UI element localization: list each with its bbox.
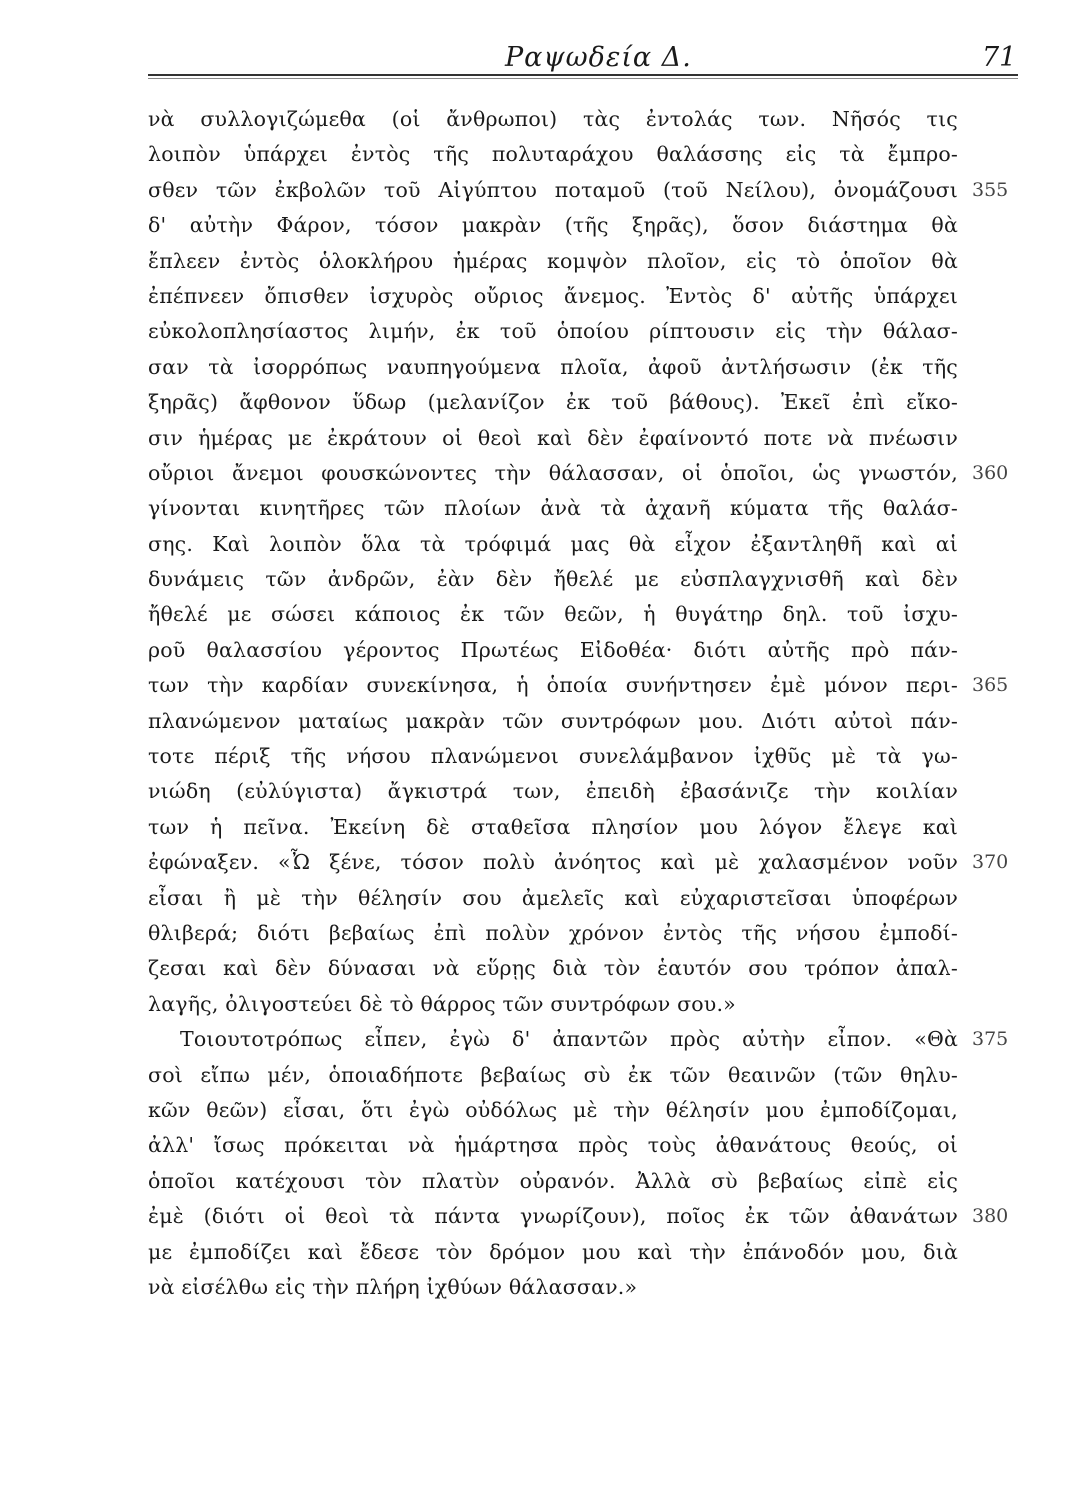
text-line: ἐμὲ (διότι οἱ θεοὶ τὰ πάντα γνωρίζουν), ποῖος ἐκ τῶν ἀθανάτων [148,1204,958,1229]
verse-number: 370 [972,851,1009,874]
text-line: με ἐμποδίζει καὶ ἔδεσε τὸν δρόμον μου καὶ τὴν ἐπάνοδόν μου, διὰ [148,1239,958,1264]
text-line: νὰ συλλογιζώμεθα (οἱ ἄνθρωποι) τὰς ἐντολάς των. Νῆσός τις [148,107,958,131]
text-line: σαν τὰ ἰσορρόπως ναυπηγούμενα πλοῖα, ἀφοῦ ἀντλήσωσιν (ἐκ τῆς [148,354,958,379]
text-line: δ' αὐτὴν Φάρον, τόσον μακρὰν (τῆς ξηρᾶς), ὅσον διάστημα θὰ [148,213,958,238]
text-line: των τὴν καρδίαν συνεκίνησα, ἡ ὁποία συνήντησεν ἐμὲ μόνον περι- [148,673,958,698]
text-line: τοτε πέριξ τῆς νήσου πλανώμενοι συνελάμβανον ἰχθῦς μὲ τὰ γω- [148,744,958,769]
text-line: σοὶ εἴπω μέν, ὁποιαδήποτε βεβαίως σὺ ἐκ τῶν θεαινῶν (τῶν θηλυ- [148,1062,958,1087]
text-line: γίνονται κινητῆρες τῶν πλοίων ἀνὰ τὰ ἀχανῆ κύματα τῆς θαλάσ- [148,496,958,521]
body-text [148,102,958,1305]
text-line: ζεσαι καὶ δὲν δύνασαι νὰ εὕρῃς διὰ τὸν ἑαυτόν σου τρόπον ἀπαλ- [148,956,958,981]
verse-number: 365 [972,674,1009,697]
text-line: πλανώμενον ματαίως μακρὰν τῶν συντρόφων μου. Διότι αὐτοὶ πάν- [148,708,958,733]
text-line-paragraph-start: Τοιουτοτρόπως εἶπεν, ἐγὼ δ' ἀπαντῶν πρὸς αὐτὴν εἶπον. «Θὰ [180,1027,958,1052]
text-line: ὁποῖοι κατέχουσι τὸν πλατὺν οὐρανόν. Ἀλλὰ σὺ βεβαίως εἰπὲ εἰς [148,1168,958,1193]
text-line: των ἡ πεῖνα. Ἐκείνη δὲ σταθεῖσα πλησίον μου λόγον ἔλεγε καὶ [148,814,958,839]
text-line: θλιβερά; διότι βεβαίως ἐπὶ πολὺν χρόνον ἐντὸς τῆς νήσου ἐμποδί- [148,920,958,945]
verse-number: 360 [972,462,1009,484]
verse-number: 380 [972,1205,1009,1228]
header-rule-thin [148,78,1018,79]
text-line: λοιπὸν ὑπάρχει ἐντὸς τῆς πολυταράχου θαλάσσης εἰς τὰ ἔμπρο- [148,142,958,167]
verse-number: 355 [972,178,1009,201]
text-line: νὰ εἰσέλθω εἰς τὴν πλήρη ἰχθύων θάλασσαν.» [148,1274,638,1299]
text-line: ἀλλ' ἴσως πρόκειται νὰ ἡμάρτησα πρὸς τοὺς ἀθανάτους θεούς, οἱ [148,1133,958,1158]
header-rule [148,74,1018,76]
text-line: ἐπέπνεεν ὄπισθεν ἰσχυρὸς οὔριος ἄνεμος. Ἐντὸς δ' αὐτῆς ὑπάρχει [148,283,958,308]
text-line: σιν ἡμέρας με ἐκράτουν οἱ θεοὶ καὶ δὲν ἐφαίνοντό ποτε νὰ πνέωσιν [148,425,958,450]
text-line: σθεν τῶν ἐκβολῶν τοῦ Αἰγύπτου ποταμοῦ (τοῦ Νείλου), ὀνομάζουσι [148,177,958,202]
text-line: σης. Καὶ λοιπὸν ὅλα τὰ τρόφιμά μας θὰ εἶχον ἐξαντληθῆ καὶ αἱ [148,531,958,556]
text-line: εἶσαι ἢ μὲ τὴν θέλησίν σου ἀμελεῖς καὶ εὐχαριστεῖσαι ὑποφέρων [148,885,958,910]
text-line: οὔριοι ἄνεμοι φουσκώνοντες τὴν θάλασσαν, οἱ ὁποῖοι, ὡς γνωστόν, [148,460,958,485]
text-line: ροῦ θαλασσίου γέροντος Πρωτέως Εἰδοθέα· διότι αὐτῆς πρὸ πάν- [148,637,958,662]
text-line: δυνάμεις τῶν ἀνδρῶν, ἐὰν δὲν ἤθελέ με εὐσπλαγχνισθῆ καὶ δὲν [148,567,958,592]
text-line: λαγῆς, ὀλιγοστεύει δὲ τὸ θάρρος τῶν συντρόφων σου.» [148,991,736,1016]
text-line: κῶν θεῶν) εἶσαι, ὅτι ἐγὼ οὐδόλως μὲ τὴν θέλησίν μου ἐμποδίζομαι, [148,1097,958,1122]
text-line: ἐφώναξεν. «Ὦ ξένε, τόσον πολὺ ἀνόητος καὶ μὲ χαλασμένον νοῦν [148,850,958,875]
text-line: ἤθελέ με σώσει κάποιος ἐκ τῶν θεῶν, ἡ θυγάτηρ δηλ. τοῦ ἰσχυ- [148,602,958,627]
text-line: ἔπλεεν ἐντὸς ὁλοκλήρου ἡμέρας κομψὸν πλοῖον, εἰς τὸ ὁποῖον θὰ [148,248,958,273]
text-line: ξηρᾶς) ἄφθονον ὕδωρ (μελανίζον ἐκ τοῦ βάθους). Ἐκεῖ ἐπὶ εἴκο- [148,390,958,415]
text-line: εὐκολοπλησίαστος λιμήν, ἐκ τοῦ ὁποίου ρίπτουσιν εἰς τὴν θάλασ- [148,319,958,344]
verse-number: 375 [972,1028,1009,1051]
page-number: 71 [982,42,1017,73]
running-title: Ραψωδεία Δ. [505,42,692,73]
text-line: νιώδη (εὐλύγιστα) ἄγκιστρά των, ἐπειδὴ ἐβασάνιζε τὴν κοιλίαν [148,779,958,804]
